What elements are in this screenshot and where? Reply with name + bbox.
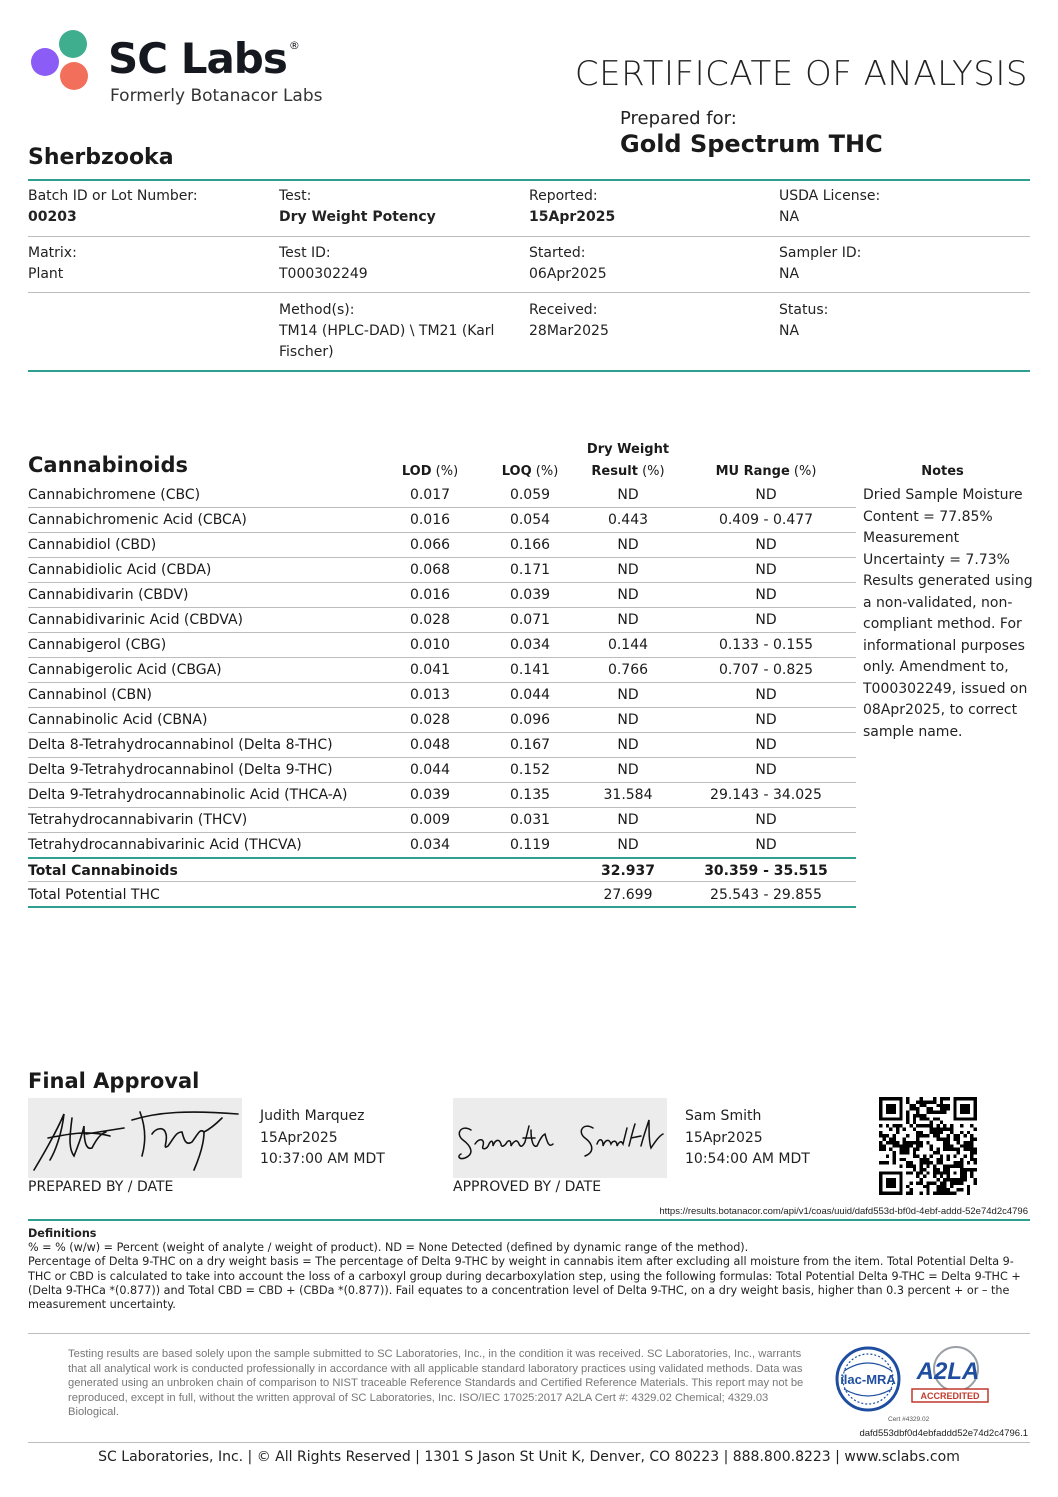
cell-result: 32.937 [600,863,656,879]
reported-cell: Reported: 15Apr2025 [529,188,616,225]
cell-name: Cannabidivarin (CBDV) [28,587,189,603]
cell-lod: 0.041 [409,662,451,678]
table-row [28,733,856,758]
cell-result: ND [617,812,639,828]
cell-result: 0.144 [607,637,649,653]
received-cell: Received: 28Mar2025 [529,302,609,339]
cell-mu: 0.409 - 0.477 [718,512,814,528]
cell-lod: 0.039 [409,787,451,803]
cell-result: ND [617,837,639,853]
cell-loq: 0.119 [509,837,551,853]
cell-result: ND [617,537,639,553]
final-approval-title: Final Approval [28,1069,200,1093]
definitions-line-1: % = % (w/w) = Percent (weight of analyte / weight of product). ND = None Detected (defined by dynamic range of the method). [28,1241,749,1255]
cell-loq: 0.141 [509,662,551,678]
cell-loq: 0.031 [509,812,551,828]
signature-prepared-image [28,1098,242,1178]
footer-text: SC Laboratories, Inc. | © All Rights Reserved | 1301 S Jason St Unit K, Denver, CO 80223 | 888.800.8223 | www.sclabs.com [98,1449,960,1465]
cell-lod: 0.010 [409,637,451,653]
approved-by-time: 10:54:00 AM MDT [685,1151,810,1167]
notes-text: Dried Sample Moisture Content = 77.85% Measurement Uncertainty = 7.73% Results generated using a non-validated, non-compliant method. For informational purposes only. Amendment to, T000302249, issued on 08Apr2025, to correct sample name. [863,487,1033,740]
cell-mu: ND [755,812,777,828]
status-cell: Status: NA [779,302,829,339]
cell-loq: 0.059 [509,487,551,503]
cell-name: Cannabidiolic Acid (CBDA) [28,562,212,578]
cell-lod: 0.016 [409,587,451,603]
cell-lod: 0.048 [409,737,451,753]
cell-mu: ND [755,587,777,603]
table-row [28,658,856,683]
cell-name: Total Cannabinoids [28,863,178,879]
cell-loq: 0.171 [509,562,551,578]
test-id-cell: Test ID: T000302249 [279,245,368,282]
cell-loq: 0.096 [509,712,551,728]
cell-loq: 0.044 [509,687,551,703]
approval-divider [28,1219,1030,1221]
cell-name: Delta 9-Tetrahydrocannabinolic Acid (THCA-A) [28,787,348,803]
table-row [28,783,856,808]
prepared-for-label: Prepared for: [620,108,737,129]
table-row [28,708,856,733]
cell-name: Cannabigerolic Acid (CBGA) [28,662,222,678]
prepared-by-caption: PREPARED BY / DATE [28,1179,174,1195]
footer-divider [28,1442,1030,1443]
table-row [28,508,856,533]
cell-mu: 29.143 - 34.025 [710,787,822,803]
accredited-text: ACCREDITED [920,1391,980,1401]
cell-loq: 0.152 [509,762,551,778]
cell-name: Cannabinolic Acid (CBNA) [28,712,208,728]
cell-result: ND [617,487,639,503]
definitions-divider [28,1333,1030,1334]
cell-mu: 30.359 - 35.515 [704,863,828,879]
table-row [28,758,856,783]
cell-mu: 0.133 - 0.155 [718,637,814,653]
definitions-line-2: Percentage of Delta 9-THC on a dry weight basis = The percentage of Delta 9-THC by weight in cannabis item after excluding all moisture from the item. Total Potential Delta 9-THC or CBD is calculated to take into account the loss of a carboxyl group during decarboxylation step, using the following formulas: Total Potential Delta 9-THC = Delta 9-THC + (Delta 9-THCa *(0.877)) and Total CBD = CBD + (CBDa *(0.877)). Fail equates to a concentration level of Delta 9-THC, on a dry weight basis, higher than 0.3 percent + or – the measurement uncertainty. [28,1255,1021,1312]
definitions-title: Definitions [28,1227,97,1240]
sc-labs-logo-icon [28,28,98,98]
table-row [28,533,856,558]
prepared-by-name: Judith Marquez [260,1108,365,1124]
table-row [28,558,856,583]
cell-lod: 0.068 [409,562,451,578]
cell-name: Delta 9-Tetrahydrocannabinol (Delta 9-THC) [28,762,333,778]
cell-mu: ND [755,837,777,853]
col-header-result-top: Dry Weight [586,442,670,457]
product-name: Sherbzooka [28,145,174,170]
cell-loq: 0.135 [509,787,551,803]
cell-name: Cannabichromene (CBC) [28,487,201,503]
cell-name: Cannabichromenic Acid (CBCA) [28,512,247,528]
cell-lod: 0.034 [409,837,451,853]
cell-name: Cannabidivarinic Acid (CBDVA) [28,612,244,628]
cell-loq: 0.167 [509,737,551,753]
cell-mu: ND [755,712,777,728]
client-name: Gold Spectrum THC [620,130,883,158]
cell-mu: ND [755,612,777,628]
cell-loq: 0.039 [509,587,551,603]
cell-result: 0.766 [607,662,649,678]
table-row [28,833,856,858]
prepared-by-info [260,1106,385,1171]
cell-loq: 0.071 [509,612,551,628]
cell-loq: 0.166 [509,537,551,553]
prepared-by-date: 15Apr2025 [260,1129,338,1146]
signature-approved-image [453,1098,667,1178]
table-row [28,683,856,708]
cell-result: ND [617,737,639,753]
signature-approved [453,1098,667,1178]
cell-name: Tetrahydrocannabivarin (THCV) [28,812,248,828]
ilac-mra-text: ilac-MRA [840,1372,896,1387]
brand-name: SC Labs ® [108,34,299,83]
cell-result: ND [617,687,639,703]
approved-by-caption: APPROVED BY / DATE [453,1179,602,1195]
cell-mu: ND [755,737,777,753]
col-header-result: Result (%) [591,464,665,479]
cell-mu: ND [755,762,777,778]
cell-lod: 0.016 [409,512,451,528]
cell-result: ND [617,562,639,578]
cell-lod: 0.028 [409,712,451,728]
cell-result: 27.699 [603,887,653,903]
method-cell: Method(s): TM14 (HPLC-DAD) \ TM21 (Karl Fischer) [279,302,495,360]
cell-lod: 0.017 [409,487,451,503]
header-divider [28,179,1030,181]
matrix-cell: Matrix: Plant [28,245,77,282]
cell-result: 0.443 [607,512,649,528]
cell-lod: 0.028 [409,612,451,628]
batch-cell: Batch ID or Lot Number: 00203 [28,188,198,225]
cell-name: Total Potential THC [28,887,160,903]
col-header-notes: Notes [921,464,964,479]
test-cell: Test: Dry Weight Potency [279,188,436,225]
a2la-accredited-logo-icon [908,1345,990,1407]
cell-loq: 0.054 [509,512,551,528]
cell-result: ND [617,712,639,728]
cell-name: Cannabigerol (CBG) [28,637,167,653]
cell-mu: ND [755,687,777,703]
meta-bottom-divider [28,370,1030,372]
table-row [28,633,856,658]
cell-loq: 0.034 [509,637,551,653]
table-row [28,808,856,833]
cannabinoids-title: Cannabinoids [28,453,188,477]
table-row [28,583,856,608]
cell-mu: ND [755,537,777,553]
started-cell: Started: 06Apr2025 [529,245,607,282]
approved-by-name: Sam Smith [685,1108,762,1124]
meta-divider [28,292,1030,293]
cell-result: ND [617,762,639,778]
cell-lod: 0.013 [409,687,451,703]
approved-by-date: 15Apr2025 [685,1129,763,1146]
a2la-text: A2LA [916,1358,980,1385]
cell-lod: 0.066 [409,537,451,553]
cell-name: Cannabidiol (CBD) [28,537,157,553]
qr-code-icon[interactable] [879,1097,977,1195]
approved-by-info [685,1106,810,1171]
document-title: CERTIFICATE OF ANALYSIS [574,54,1028,94]
total-cannabinoids-row [28,857,856,882]
col-header-lod: LOD (%) [401,464,459,479]
cell-result: ND [617,587,639,603]
total-thc-row [28,883,856,908]
usda-cell: USDA License: NA [779,188,881,225]
cell-mu: 0.707 - 0.825 [718,662,814,678]
cell-mu: ND [755,487,777,503]
sampler-cell: Sampler ID: NA [779,245,862,282]
cell-lod: 0.044 [409,762,451,778]
cell-lod: 0.009 [409,812,451,828]
col-header-mu: MU Range (%) [715,464,817,479]
prepared-by-time: 10:37:00 AM MDT [260,1151,385,1167]
document-hash: dafd553dbf0d4ebfaddd52e74d2c4796.1 [859,1428,1028,1439]
cell-result: ND [617,612,639,628]
col-header-loq: LOQ (%) [501,464,559,479]
table-row [28,483,856,508]
table-row [28,608,856,633]
disclaimer-text: Testing results are based solely upon the sample submitted to SC Laboratories, Inc., in the condition it was received. SC Laboratories, Inc., warrants that all analytical work is conducted professionally in accordance with all applicable standard laboratory practices using validated methods. Data was generated using an unbroken chain of comparison to NIST traceable Reference Standards and Certified Reference Materials. This report may not be reproduced, except in full, without the written approval of SC Laboratories, Inc. ISO/IEC 17025:2017 A2LA Cert #: 4329.02 Chemical; 4329.03 Biological. [68,1348,804,1418]
cell-mu: ND [755,562,777,578]
brand-subtitle: Formerly Botanacor Labs [110,86,323,106]
cell-name: Tetrahydrocannabivarinic Acid (THCVA) [28,837,302,853]
cert-number: Cert #4329.02 [888,1416,930,1423]
signature-prepared [28,1098,242,1178]
ilac-mra-logo-icon [832,1345,904,1413]
results-url-link[interactable]: https://results.botanacor.com/api/v1/coas/uuid/dafd553d-bf0d-4ebf-addd-52e74d2c4796 [659,1206,1028,1217]
cell-result: 31.584 [603,787,653,803]
meta-divider [28,236,1030,237]
definitions-section [28,1227,1032,1312]
cell-name: Delta 8-Tetrahydrocannabinol (Delta 8-THC) [28,737,333,753]
cell-name: Cannabinol (CBN) [28,687,153,703]
cell-mu: 25.543 - 29.855 [710,887,822,903]
